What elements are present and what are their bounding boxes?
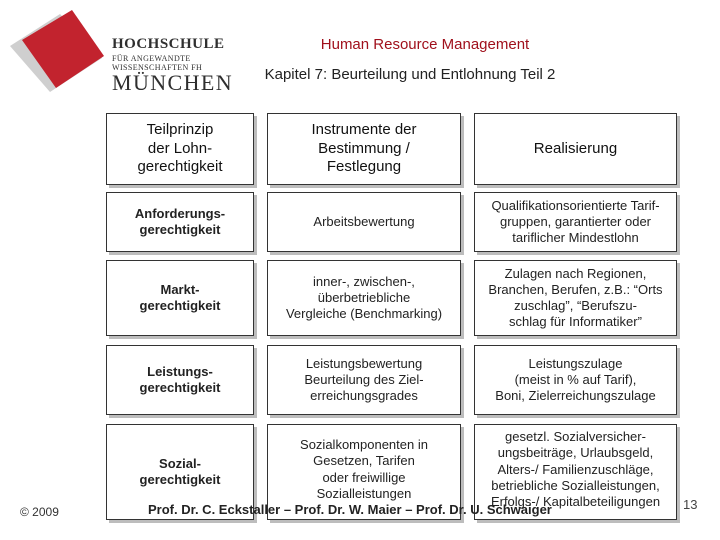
logo-line-4: MÜNCHEN [112,70,234,95]
principle-cell-4: Sozial- gerechtigkeit [106,424,254,520]
principle-cell-1: Anforderungs- gerechtigkeit [106,192,254,252]
footer-authors: Prof. Dr. C. Eckstaller – Prof. Dr. W. Maier – Prof. Dr. U. Schwaiger [148,502,552,517]
instrument-cell-2: inner-, zwischen-, überbetriebliche Vergleiche (Benchmarking) [267,260,461,336]
logo-line-3: WISSENSCHAFTEN FH [112,63,203,72]
realization-cell-4: gesetzl. Sozialversicher- ungsbeiträge, Urlaubsgeld, Alters-/ Familienzuschläge, betriebliche Sozialleistungen, Erfolgs-/ Kapitalbeteiligungen [474,424,677,520]
realization-cell-3: Leistungszulage (meist in % auf Tarif), Boni, Zielerreichungszulage [474,345,677,415]
realization-cell-1: Qualifikationsorientierte Tarif- gruppen, garantierter oder tariflicher Mindestlohn [474,192,677,252]
header-cell-realization: Realisierung [474,113,677,185]
slide-subtitle: Kapitel 7: Beurteilung und Entlohnung Teil 2 [264,66,556,83]
instrument-cell-4: Sozialkomponenten in Gesetzen, Tarifen oder freiwillige Sozialleistungen [267,424,461,520]
instrument-cell-1: Arbeitsbewertung [267,192,461,252]
instrument-cell-3: Leistungsbewertung Beurteilung des Ziel- erreichungsgrades [267,345,461,415]
page-number: 13 [683,497,698,512]
logo-line-2: FÜR ANGEWANDTE [112,54,191,63]
principle-cell-2: Markt- gerechtigkeit [106,260,254,336]
university-logo [0,0,234,110]
realization-cell-2: Zulagen nach Regionen, Branchen, Berufen, z.B.: “Orts zuschlag”, “Berufszu- schlag für Informatiker” [474,260,677,336]
slide-title: Human Resource Management [320,36,530,53]
logo-line-1: HOCHSCHULE [112,36,225,52]
logo-emblem-icon [0,0,112,110]
principle-cell-3: Leistungs- gerechtigkeit [106,345,254,415]
header-cell-instruments: Instrumente der Bestimmung / Festlegung [267,113,461,185]
copyright-text: © 2009 [20,505,59,519]
header-cell-principle: Teilprinzip der Lohn- gerechtigkeit [106,113,254,185]
